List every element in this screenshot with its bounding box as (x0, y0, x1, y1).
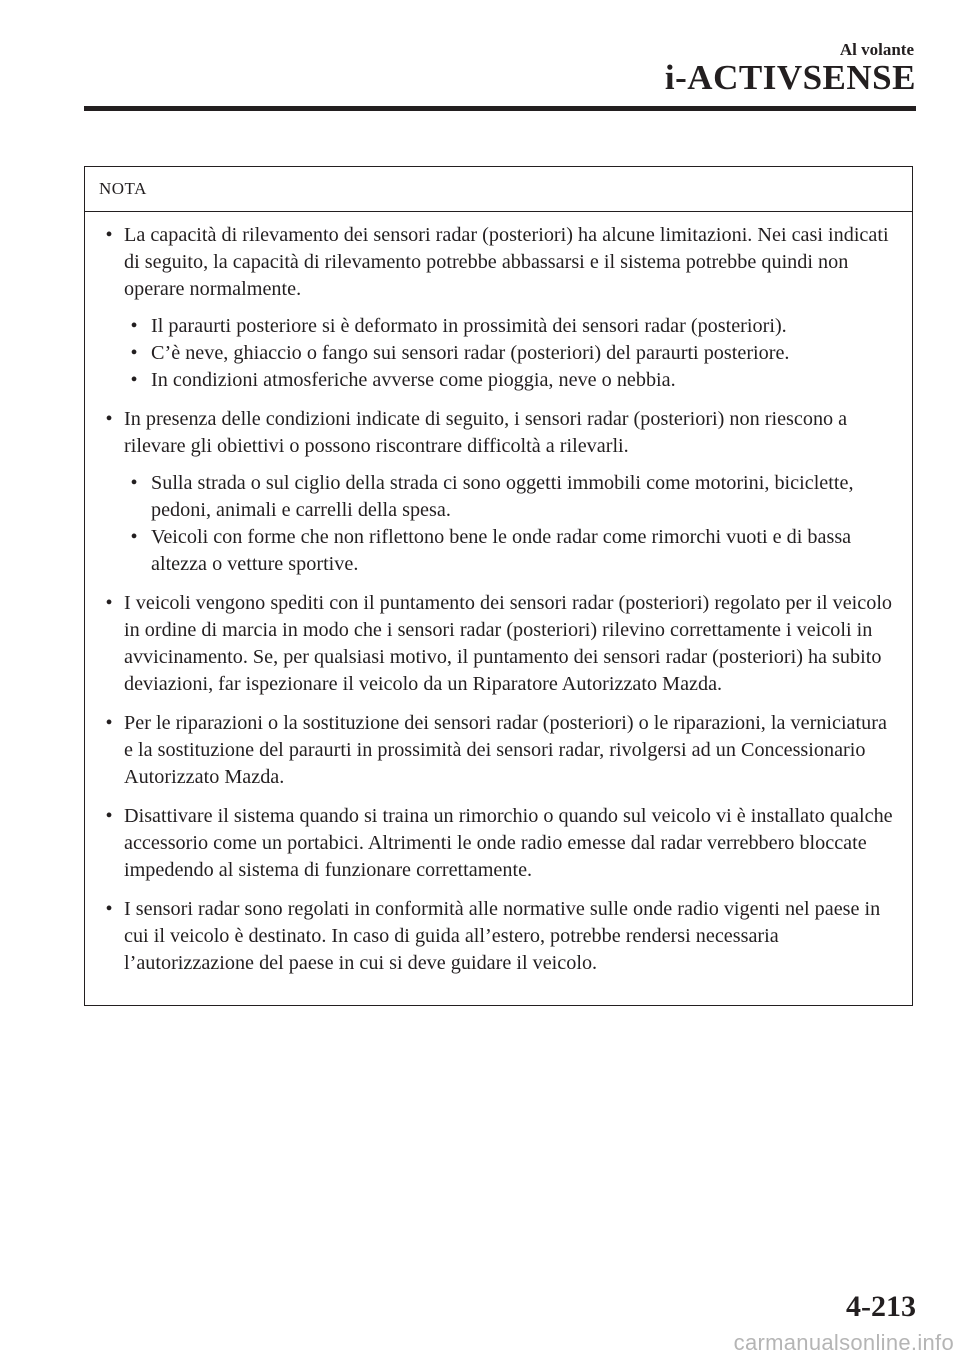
note-item (99, 896, 898, 977)
sub-item-text: Sulla strada o sul ciglio della strada ci sono oggetti immobili come motorini, biciclette, pedoni, animali e carrelli della spesa. (151, 472, 854, 521)
bullet-icon: • (105, 898, 113, 920)
bullet-icon: • (105, 224, 113, 246)
sub-item-text: In condizioni atmosferiche avverse come pioggia, neve o nebbia. (151, 369, 676, 391)
note-body (85, 212, 912, 1005)
note-item (99, 406, 898, 578)
bullet-icon: • (105, 592, 113, 614)
sub-bullet-icon: • (130, 526, 138, 548)
note-item-text: Per le riparazioni o la sostituzione dei sensori radar (posteriori) o le riparazioni, la verniciatura e la sostituzione del paraurti in prossimità dei sensori radar, rivolgersi ad un Concessionario Autorizzato Mazda. (124, 712, 887, 788)
note-item (99, 590, 898, 698)
note-item-text: Disattivare il sistema quando si traina un rimorchio o quando sul veicolo vi è installato qualche accessorio come un portabici. Altrimenti le onde radio emesse dal radar verrebbero bloccate impedendo al sistema di funzionare correttamente. (124, 805, 893, 881)
sub-bullet-icon: • (130, 315, 138, 337)
sub-list (124, 470, 898, 578)
bullet-icon: • (105, 712, 113, 734)
section-label: Al volante (839, 40, 914, 59)
sub-list-item (127, 340, 898, 367)
sub-item-text: Il paraurti posteriore si è deformato in prossimità dei sensori radar (posteriori). (151, 315, 787, 337)
note-box (84, 166, 913, 1006)
sub-list-item (127, 470, 898, 524)
sub-list (124, 313, 898, 394)
sub-list-item (127, 313, 898, 340)
bullet-icon: • (105, 408, 113, 430)
note-item (99, 803, 898, 884)
chapter-title: i-ACTIVSENSE (664, 58, 916, 97)
note-item (99, 222, 898, 394)
note-item (99, 710, 898, 791)
note-item-text: I veicoli vengono spediti con il puntamento dei sensori radar (posteriori) regolato per il veicolo in ordine di marcia in modo che i sensori radar (posteriori) rilevino correttamente i veicoli in avvicinamento. Se, per qualsiasi motivo, il puntamento dei sensori radar (posteriori) ha subito deviazioni, far ispezionare il veicolo da un Riparatore Autorizzato Mazda. (124, 592, 893, 695)
sub-item-text: C’è neve, ghiaccio o fango sui sensori radar (posteriori) del paraurti posteriore. (151, 342, 790, 364)
note-item-text: In presenza delle condizioni indicate di seguito, i sensori radar (posteriori) non riescono a rilevare gli obiettivi o possono riscontrare difficoltà a rilevarli. (124, 408, 848, 457)
sub-list-item (127, 367, 898, 394)
bullet-icon: • (105, 805, 113, 827)
sub-bullet-icon: • (130, 369, 138, 391)
header-divider (84, 106, 916, 111)
page-number: 4-213 (846, 1290, 916, 1323)
note-title: NOTA (85, 167, 912, 212)
note-item-text: I sensori radar sono regolati in conformità alle normative sulle onde radio vigenti nel paese in cui il veicolo è destinato. In caso di guida all’estero, potrebbe rendersi necessaria l’autorizzazione del paese in cui si deve guidare il veicolo. (124, 898, 881, 974)
sub-bullet-icon: • (130, 472, 138, 494)
sub-bullet-icon: • (130, 342, 138, 364)
sub-list-item (127, 524, 898, 578)
note-item-text: La capacità di rilevamento dei sensori radar (posteriori) ha alcune limitazioni. Nei casi indicati di seguito, la capacità di rilevamento potrebbe abbassarsi e il sistema potrebbe quindi non operare normalmente. (124, 224, 889, 300)
sub-item-text: Veicoli con forme che non riflettono bene le onde radar come rimorchi vuoti e di bassa altezza o vetture sportive. (151, 526, 852, 575)
watermark-link[interactable]: carmanualsonline.info (733, 1330, 954, 1355)
